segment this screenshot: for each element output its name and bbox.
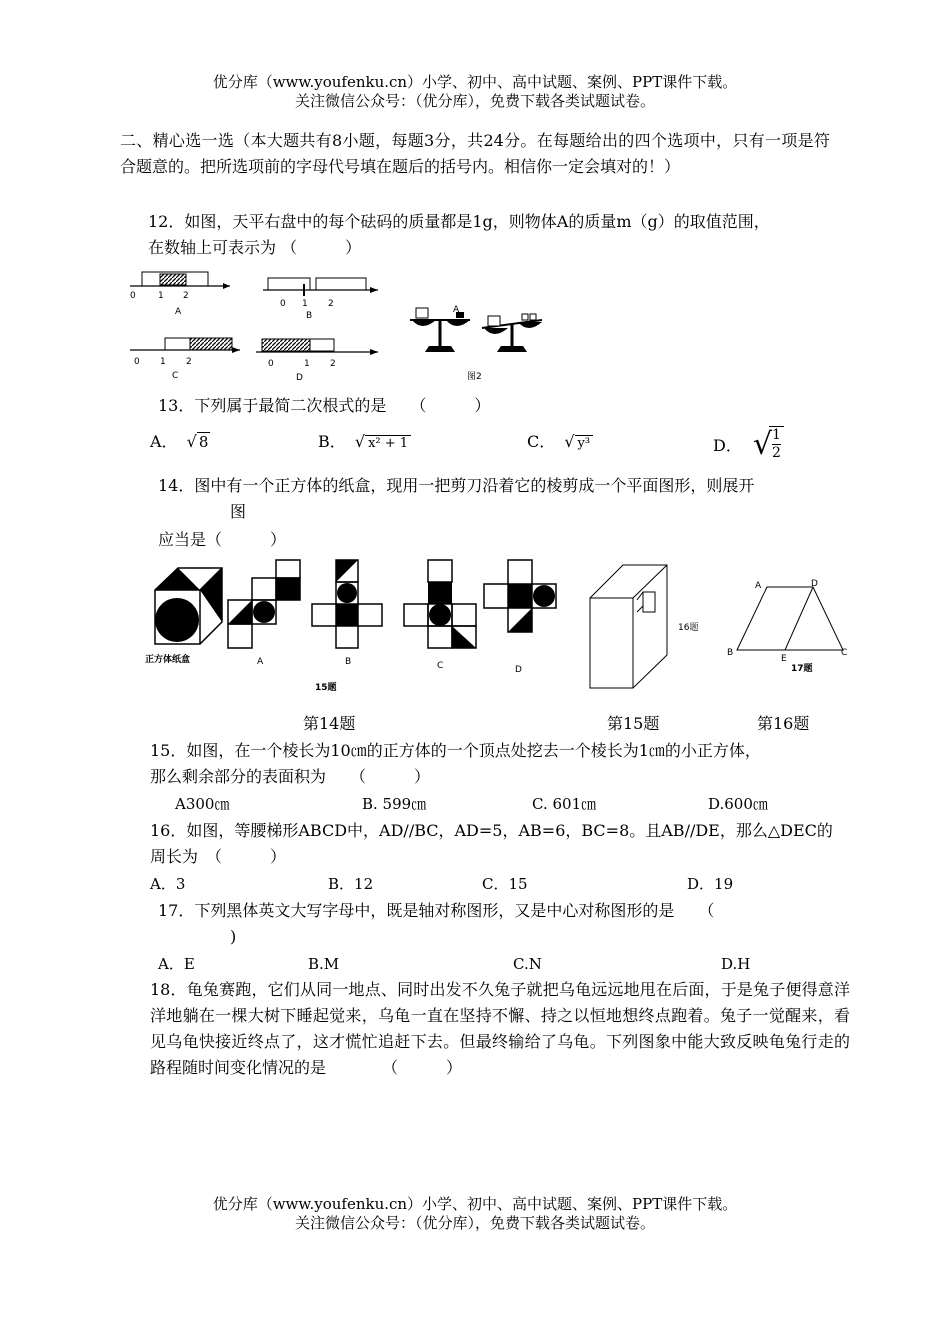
net-d-label: D [515, 665, 522, 675]
caption-14: 第14题 [303, 714, 356, 733]
notched-cube-figure [585, 560, 715, 695]
balance-scale-2 [482, 314, 542, 352]
numberline-a [130, 272, 230, 317]
q17-line-2: ) [230, 927, 237, 946]
option-b-label: B [306, 311, 313, 321]
cube-nets-figure [140, 560, 580, 695]
q17-line-1: 17．下列黑体英文大写字母中，既是轴对称图形，又是中心对称图形的是 （ [158, 901, 715, 920]
paper-box-cube [145, 568, 222, 665]
q16-line-2: 周长为 （ ） [150, 847, 287, 866]
a-tick-2: 2 [183, 291, 189, 301]
q14-line-3: 应当是（ ） [158, 530, 287, 549]
fig15-caption: 15题 [315, 683, 337, 693]
c-tick-2: 2 [186, 357, 192, 367]
balance-scale-1 [410, 305, 470, 352]
q16-option-d: D．19 [687, 875, 734, 893]
net-c-label: C [437, 661, 444, 671]
q13-c-radicand: y³ [575, 435, 594, 451]
numberline-c [130, 338, 240, 381]
trapezoid-figure [725, 575, 860, 680]
q17-option-d: D.H [721, 955, 751, 973]
caption-16: 第16题 [757, 714, 810, 733]
vertex-c: C [841, 648, 848, 658]
net-b-label: B [345, 657, 352, 667]
d-tick-2: 2 [330, 359, 336, 369]
vertex-d: D [811, 579, 818, 589]
q13-d-den: 2 [771, 445, 781, 461]
net-d [484, 560, 556, 675]
net-a [228, 560, 300, 667]
c-tick-1: 1 [160, 357, 166, 367]
q16-option-b: B．12 [328, 875, 374, 893]
q15-option-b: B. 599㎝ [362, 795, 427, 813]
q13-option-c: C． √ y³ [527, 432, 593, 452]
q15-option-a: A300㎝ [175, 795, 230, 813]
net-a-label: A [257, 657, 264, 667]
q13-stem: 13．下列属于最简二次根式的是 （ ） [158, 396, 491, 415]
q14-line-1: 14．图中有一个正方体的纸盒，现用一把剪刀沿着它的棱剪成一个平面图形，则展开 [158, 476, 755, 495]
header-line-1: 优分库（www.youfenku.cn）小学、初中、高中试题、案例、PPT课件下载。 [212, 73, 738, 91]
b-tick-2: 2 [328, 299, 334, 309]
section-intro: 二、精心选一选（本大题共有8小题，每题3分，共24分。在每题给出的四个选项中，只有一项是符合题意的。把所选项前的字母代号填在题后的括号内。相信你一定会填对的！） [120, 131, 830, 176]
q12-numberline-figure [120, 262, 560, 387]
q13-d-letter: D． [713, 436, 742, 455]
q17-option-c: C.N [513, 955, 542, 973]
header-line-2: 关注微信公众号：（优分库），免费下载各类试题试卷。 [294, 92, 655, 110]
q15-line-2: 那么剩余部分的表面积为 （ ） [150, 767, 431, 786]
q16-option-a: A．3 [150, 875, 186, 893]
q13-b-letter: B． [318, 432, 346, 451]
box-label: 正方体纸盒 [145, 655, 191, 665]
q17-option-b: B.M [308, 955, 340, 973]
option-d-label: D [296, 373, 303, 383]
fig17-caption: 17题 [791, 664, 813, 674]
net-c [404, 560, 476, 671]
vertex-b: B [727, 648, 734, 658]
q13-option-d: D． √ $\frac{1}{2}$ [713, 426, 784, 462]
q13-a-letter: A． [150, 432, 178, 451]
q12-line-1: 12．如图，天平右盘中的每个砝码的质量都是1g，则物体A的质量m（g）的取值范围， [148, 212, 770, 231]
d-tick-1: 1 [304, 359, 310, 369]
vertex-e: E [781, 654, 787, 664]
a-tick-1: 1 [158, 291, 164, 301]
q13-option-a: A． √ 8 [150, 432, 209, 451]
b-tick-1: 1 [302, 299, 308, 309]
option-a-label: A [175, 307, 182, 317]
option-c-label: C [172, 371, 179, 381]
vertex-a: A [755, 581, 762, 591]
d-tick-0: 0 [268, 359, 274, 369]
q18-text: 18．龟兔赛跑，它们从同一地点、同时出发不久兔子就把乌龟远远地甩在后面，于是兔子便得意洋洋地躺在一棵大树下睡起觉来，乌龟一直在坚持不懈、持之以恒地想终点跑着。兔子一觉醒来，看见乌龟快接近终点了，这才慌忙追赶下去。但最终输给了乌龟。下列图象中能大致反映龟兔行走的路程随时间变化情况的是 （ ） [150, 980, 850, 1077]
numberline-b [263, 278, 378, 321]
numberline-d [256, 339, 378, 383]
net-b [312, 560, 382, 667]
q16-option-c: C．15 [482, 875, 528, 893]
q15-option-c: C. 601㎝ [532, 795, 597, 813]
footer-line-1: 优分库（www.youfenku.cn）小学、初中、高中试题、案例、PPT课件下载。 [212, 1195, 738, 1213]
q13-c-letter: C． [527, 432, 556, 451]
fig2-caption: 图2 [467, 372, 482, 382]
q13-d-num: 1 [771, 427, 781, 443]
c-tick-0: 0 [134, 357, 140, 367]
a-tick-0: 0 [130, 291, 136, 301]
balance-label: A [453, 305, 460, 315]
q14-line-2: 图 [230, 502, 247, 521]
b-tick-0: 0 [280, 299, 286, 309]
q15-option-d: D.600㎝ [708, 795, 768, 813]
q12-line-2: 在数轴上可表示为 （ ） [148, 238, 362, 257]
q15-line-1: 15．如图，在一个棱长为10㎝的正方体的一个顶点处挖去一个棱长为1㎝的小正方体， [150, 741, 761, 760]
footer-line-2: 关注微信公众号：（优分库），免费下载各类试题试卷。 [294, 1214, 655, 1232]
q16-line-1: 16．如图，等腰梯形ABCD中，AD//BC，AD=5，AB=6，BC=8。且AB//DE，那么△DEC的 [150, 821, 833, 840]
q13-a-radicand: 8 [198, 433, 209, 451]
caption-15: 第15题 [607, 714, 660, 733]
q13-b-radicand: x² + 1 [365, 435, 411, 451]
cube-16-label: 16题 [678, 623, 699, 633]
q13-option-b: B． √ x² + 1 [318, 432, 411, 452]
q17-option-a: A．E [158, 955, 195, 973]
